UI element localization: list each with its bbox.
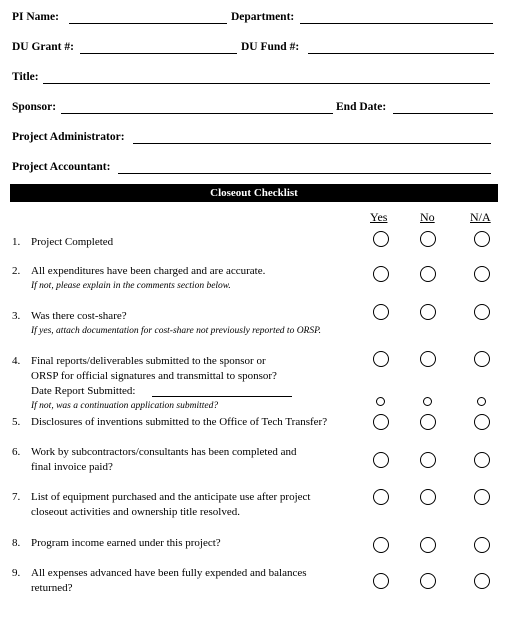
item-text: ORSP for official signatures and transmittal to sponsor? [31,370,277,382]
item-4-continuation-na-radio[interactable] [477,397,486,406]
item-text: All expenses advanced have been fully expended and balances [31,567,307,579]
date-report-submitted-input[interactable] [152,396,292,397]
title-input[interactable] [43,83,490,84]
item-text: Final reports/deliverables submitted to the sponsor or [31,355,266,367]
pi-name-label: PI Name: [12,11,59,23]
item-4-yes-radio[interactable] [373,351,389,367]
department-label: Department: [231,11,295,23]
item-number: 4. [12,355,21,367]
project-administrator-input[interactable] [133,143,491,144]
du-fund-label: DU Fund #: [241,41,300,53]
item-2-no-radio[interactable] [420,266,436,282]
end-date-label: End Date: [336,101,387,113]
item-6-no-radio[interactable] [420,452,436,468]
item-number: 8. [12,537,21,549]
item-8-yes-radio[interactable] [373,537,389,553]
item-text: Program income earned under this project? [31,537,221,549]
date-report-submitted-label: Date Report Submitted: [31,385,136,397]
item-8-na-radio[interactable] [474,537,490,553]
column-header-no: No [420,210,435,224]
item-text: final invoice paid? [31,461,113,473]
item-7-na-radio[interactable] [474,489,490,505]
item-note: If not, please explain in the comments section below. [31,281,231,291]
project-administrator-label: Project Administrator: [12,131,125,143]
item-number: 2. [12,265,21,277]
item-text: returned? [31,582,73,594]
item-number: 1. [12,236,21,248]
closeout-checklist-banner: Closeout Checklist [10,184,498,202]
item-7-yes-radio[interactable] [373,489,389,505]
item-text: Project Completed [31,236,114,248]
pi-name-row [12,11,502,31]
item-4-no-radio[interactable] [420,351,436,367]
item-text: Work by subcontractors/consultants has been completed and [31,446,297,458]
item-number: 6. [12,446,21,458]
title-label: Title: [12,71,39,83]
du-grant-row [12,41,502,61]
item-2-yes-radio[interactable] [373,266,389,282]
item-text: Disclosures of inventions submitted to the Office of Tech Transfer? [31,416,328,428]
sponsor-row [12,101,502,121]
item-8-no-radio[interactable] [420,537,436,553]
item-2-na-radio[interactable] [474,266,490,282]
item-text: Was there cost-share? [31,310,127,322]
item-1-no-radio[interactable] [420,231,436,247]
item-6-yes-radio[interactable] [373,452,389,468]
item-text: All expenditures have been charged and are accurate. [31,265,266,277]
item-5-yes-radio[interactable] [373,414,389,430]
item-7-no-radio[interactable] [420,489,436,505]
du-grant-label: DU Grant #: [12,41,74,53]
project-accountant-input[interactable] [118,173,491,174]
item-text: List of equipment purchased and the anticipate use after project [31,491,311,503]
item-note: If yes, attach documentation for cost-share not previously reported to ORSP. [31,326,322,336]
item-3-no-radio[interactable] [420,304,436,320]
item-6-na-radio[interactable] [474,452,490,468]
item-number: 7. [12,491,21,503]
item-4-continuation-no-radio[interactable] [423,397,432,406]
item-number: 3. [12,310,21,322]
project-accountant-label: Project Accountant: [12,161,111,173]
sponsor-label: Sponsor: [12,101,57,113]
item-3-yes-radio[interactable] [373,304,389,320]
pi-name-input[interactable] [69,23,227,24]
du-grant-input[interactable] [80,53,237,54]
item-1-na-radio[interactable] [474,231,490,247]
sponsor-input[interactable] [61,113,333,114]
item-text: closeout activities and ownership title resolved. [31,506,240,518]
item-3-na-radio[interactable] [474,304,490,320]
item-9-na-radio[interactable] [474,573,490,589]
title-row [12,71,502,91]
item-9-yes-radio[interactable] [373,573,389,589]
item-5-no-radio[interactable] [420,414,436,430]
department-input[interactable] [300,23,493,24]
item-4-na-radio[interactable] [474,351,490,367]
item-9-no-radio[interactable] [420,573,436,589]
column-header-na: N/A [470,210,491,224]
item-number: 5. [12,416,21,428]
item-5-na-radio[interactable] [474,414,490,430]
end-date-input[interactable] [393,113,493,114]
item-1-yes-radio[interactable] [373,231,389,247]
du-fund-input[interactable] [308,53,494,54]
project-accountant-row [12,161,502,181]
item-number: 9. [12,567,21,579]
project-administrator-row [12,131,502,151]
item-note: If not, was a continuation application submitted? [31,401,219,411]
item-4-continuation-yes-radio[interactable] [376,397,385,406]
column-header-yes: Yes [370,210,388,224]
